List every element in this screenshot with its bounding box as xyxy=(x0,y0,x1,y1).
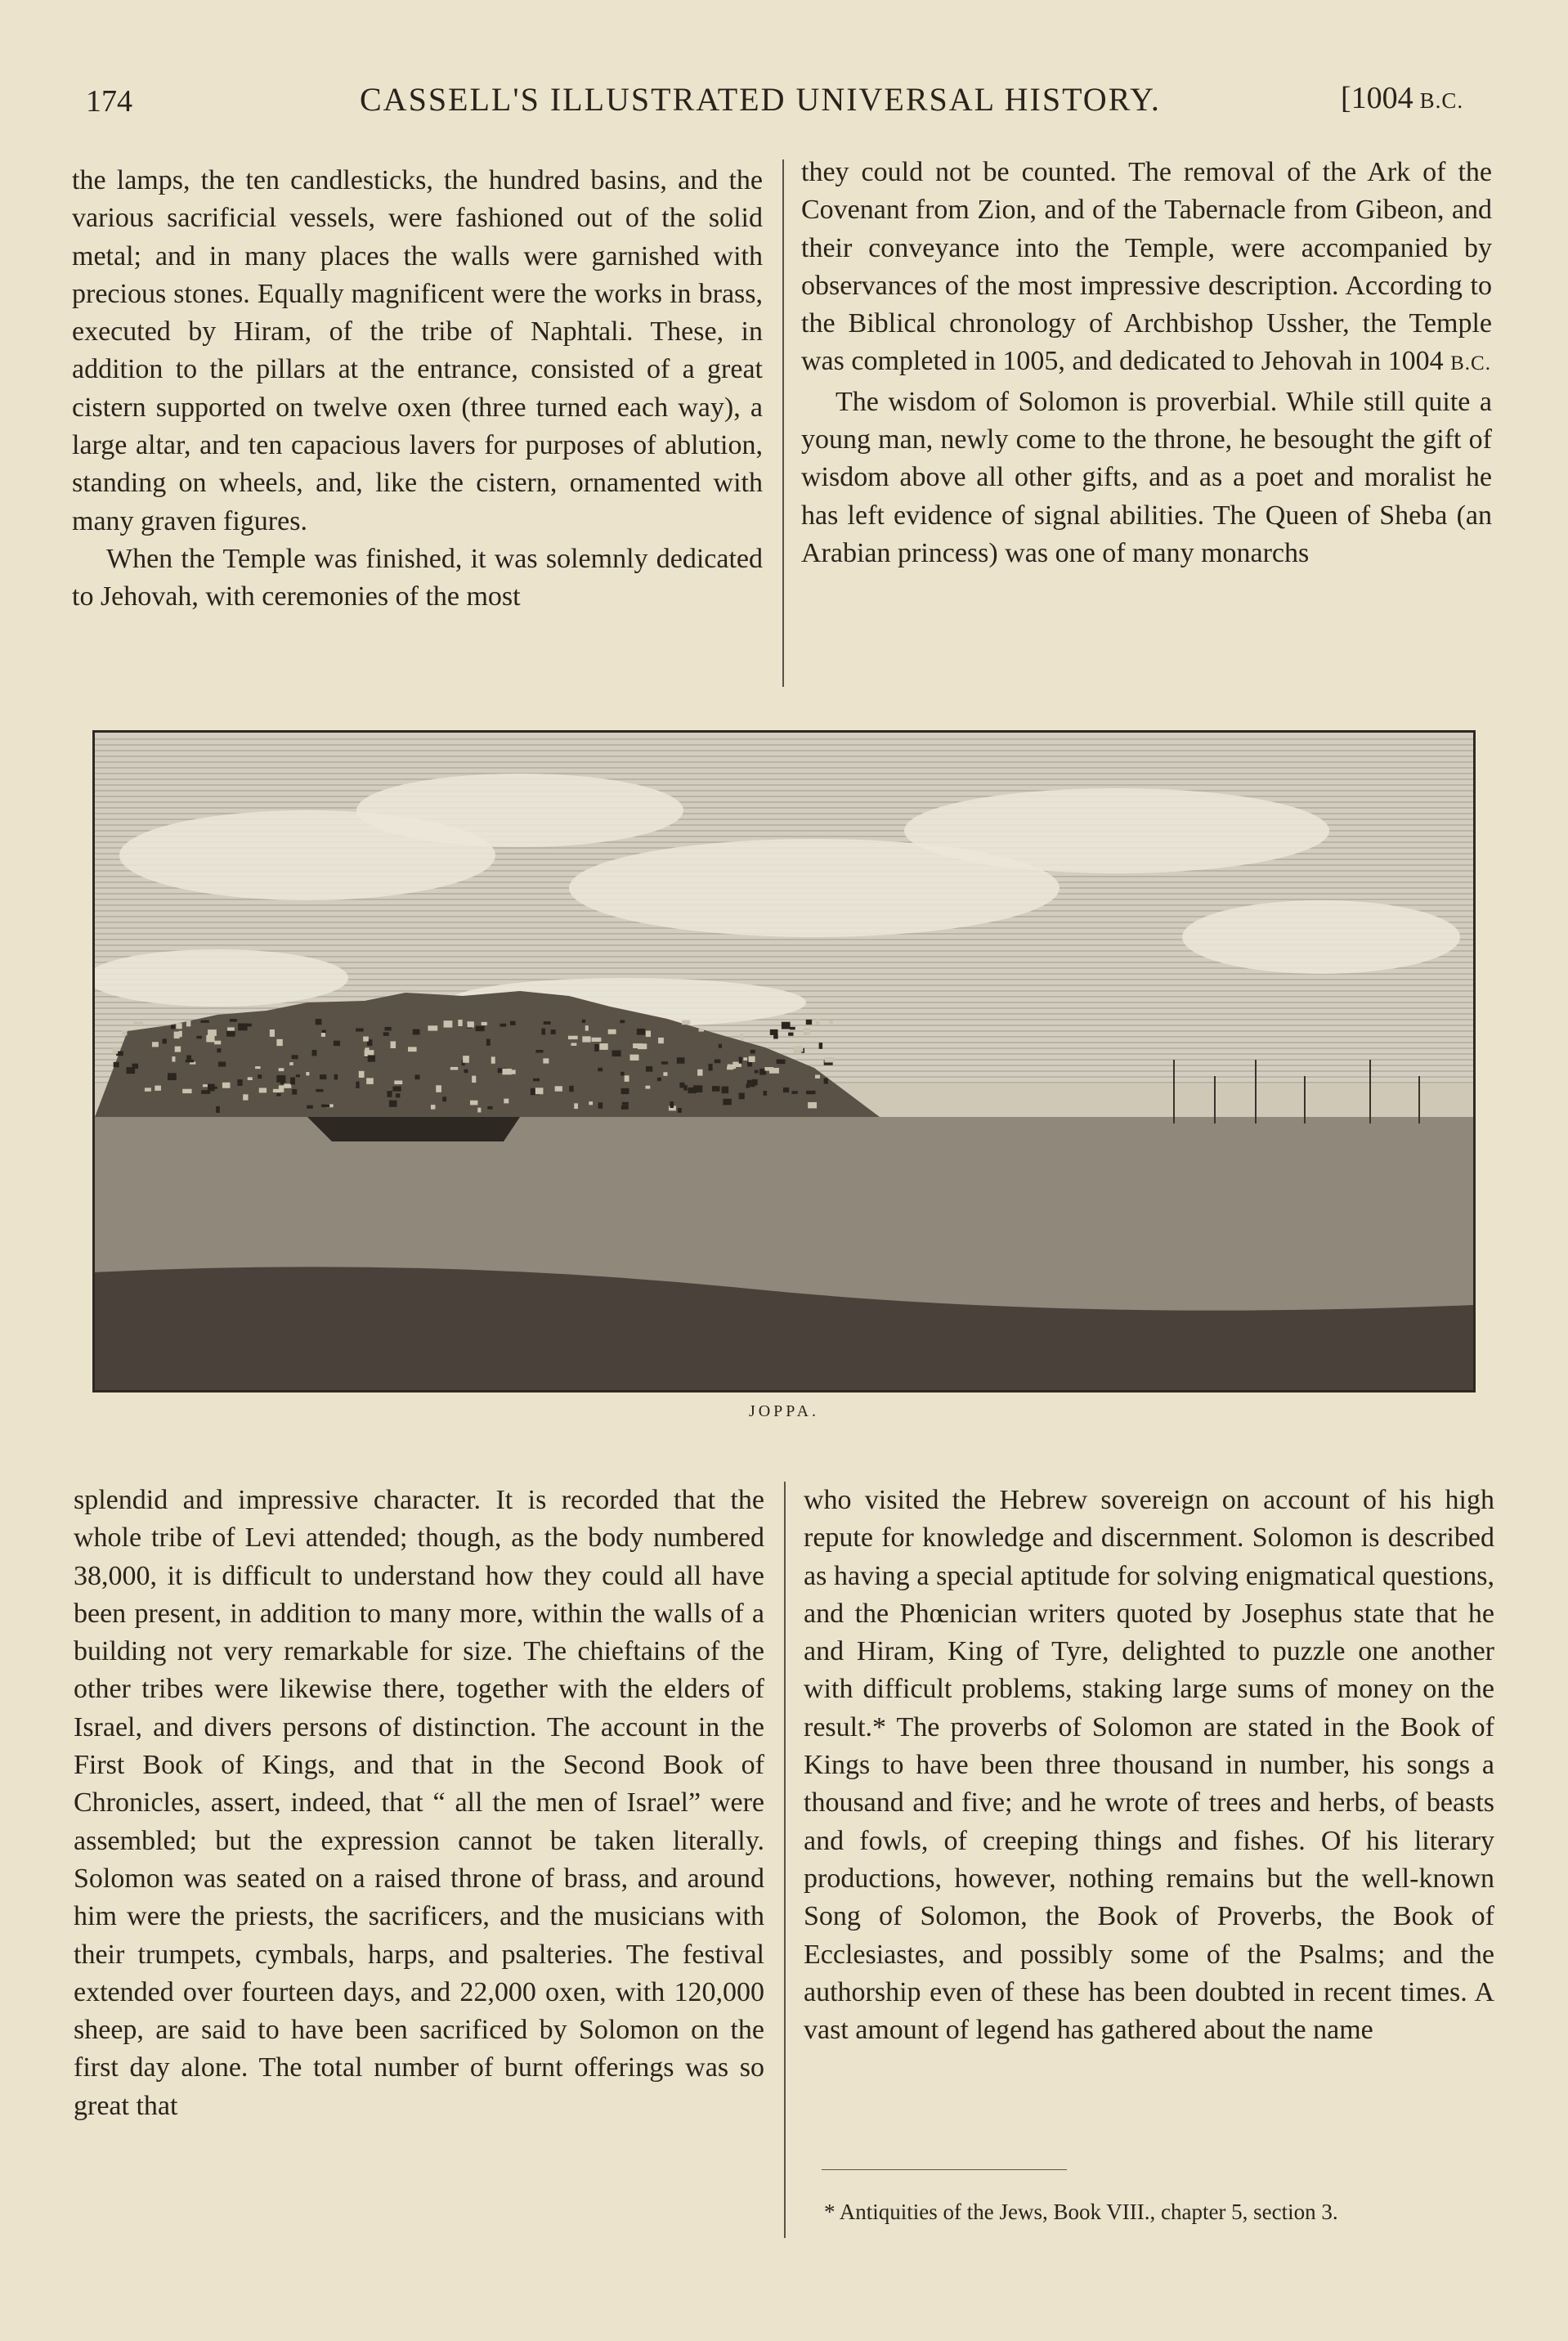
column-top-left xyxy=(72,162,763,617)
era-abbreviation: B.C. xyxy=(1450,352,1491,375)
illustration-joppa xyxy=(92,730,1476,1392)
paragraph xyxy=(801,154,1492,383)
paragraph: The wisdom of Solomon is proverbial. While still quite a young man, newly come to the throne, he besought the gift of wisdom above all other gifts, and as a poet and moralist he has left evidence of signal abilities. The Queen of Sheba (an Arabian princess) was one of many monarchs xyxy=(801,386,1492,568)
engraving-image xyxy=(95,733,1473,1390)
footnote: * Antiquities of the Jews, Book VIII., chapter 5, section 3. xyxy=(824,2200,1338,2224)
column-divider xyxy=(784,1482,786,2238)
illustration-caption: JOPPA. xyxy=(748,1402,820,1420)
header-year: [1004 xyxy=(1341,81,1413,115)
running-header xyxy=(0,74,1568,123)
column-top-right xyxy=(801,154,1492,572)
column-bottom-left xyxy=(74,1482,764,2125)
paragraph: the lamps, the ten candlesticks, the hundred basins, and the various sacrificial vessels, were fashioned out of the solid metal; and in many places the walls were garnished with precious stones. Equally magnificent were the works in brass, executed by Hiram, of the tribe of Naphtali. These, in addition to the pillars at the entrance, consisted of a great cistern supported on twelve oxen (three turned each way), a large altar, and ten capacious lavers for purposes of ablution, standing on wheels, and, like the cistern, ornamented with many graven figures. xyxy=(72,165,763,536)
column-bottom-right xyxy=(804,1482,1494,2049)
running-title: CASSELL'S ILLUSTRATED UNIVERSAL HISTORY. xyxy=(360,81,1161,118)
paragraph: When the Temple was finished, it was solemnly dedicated to Jehovah, with ceremonies of the most xyxy=(72,543,763,612)
footnote-rule xyxy=(822,2169,1067,2170)
paragraph: who visited the Hebrew sovereign on account of his high repute for knowledge and discernment. Solomon is described as having a special aptitude for solving enigmatical questions, and the Phœnician writers quoted by Josephus state that he and Hiram, King of Tyre, delighted to puzzle one another with difficult problems, staking large sums of money on the result.* The proverbs of Solomon are stated in the Book of Kings to have been three thousand in number, his songs a thousand and five; and he wrote of trees and herbs, of beasts and fowls, of creeping things and fishes. Of his literary productions, however, nothing remains but the well-known Song of Solomon, the Book of Proverbs, the Book of Ecclesiastes, and possibly some of the Psalms; and the authorship even of these has been doubted in recent times. A vast amount of legend has gathered about the name xyxy=(804,1485,1494,2046)
paragraph: splendid and impressive character. It is recorded that the whole tribe of Levi attended; though, as the body numbered 38,000, it is difficult to understand how they could all have been present, in addition to many more, within the walls of a building not very remarkable for size. The chieftains of the other tribes were likewise there, together with the elders of Israel, and divers persons of distinction. The account in the First Book of Kings, and that in the Second Book of Chronicles, assert, indeed, that “ all the men of Israel” were assembled; but the expression cannot be taken literally. Solomon was seated on a raised throne of brass, and around him were the priests, the sacrificers, and the musicians with their trumpets, cymbals, harps, and psalteries. The festival extended over fourteen days, and 22,000 oxen, with 120,000 sheep, are said to have been sacrificed by Solomon on the first day alone. The total number of burnt offerings was so great that xyxy=(74,1485,764,2121)
paragraph-text: they could not be counted. The removal of the Ark of the Covenant from Zion, and of the Tabernacle from Gibeon, and their conveyance into the Temple, were accompanied by observances of the most impressive description. According to the Biblical chronology of Archbishop Ussher, the Temple was completed in 1005, and dedicated to Jehovah in 1004 xyxy=(801,157,1492,377)
page-number: 174 xyxy=(86,84,132,119)
column-divider xyxy=(782,159,784,687)
header-era: B.C. xyxy=(1419,88,1464,113)
header-date xyxy=(1341,80,1463,116)
